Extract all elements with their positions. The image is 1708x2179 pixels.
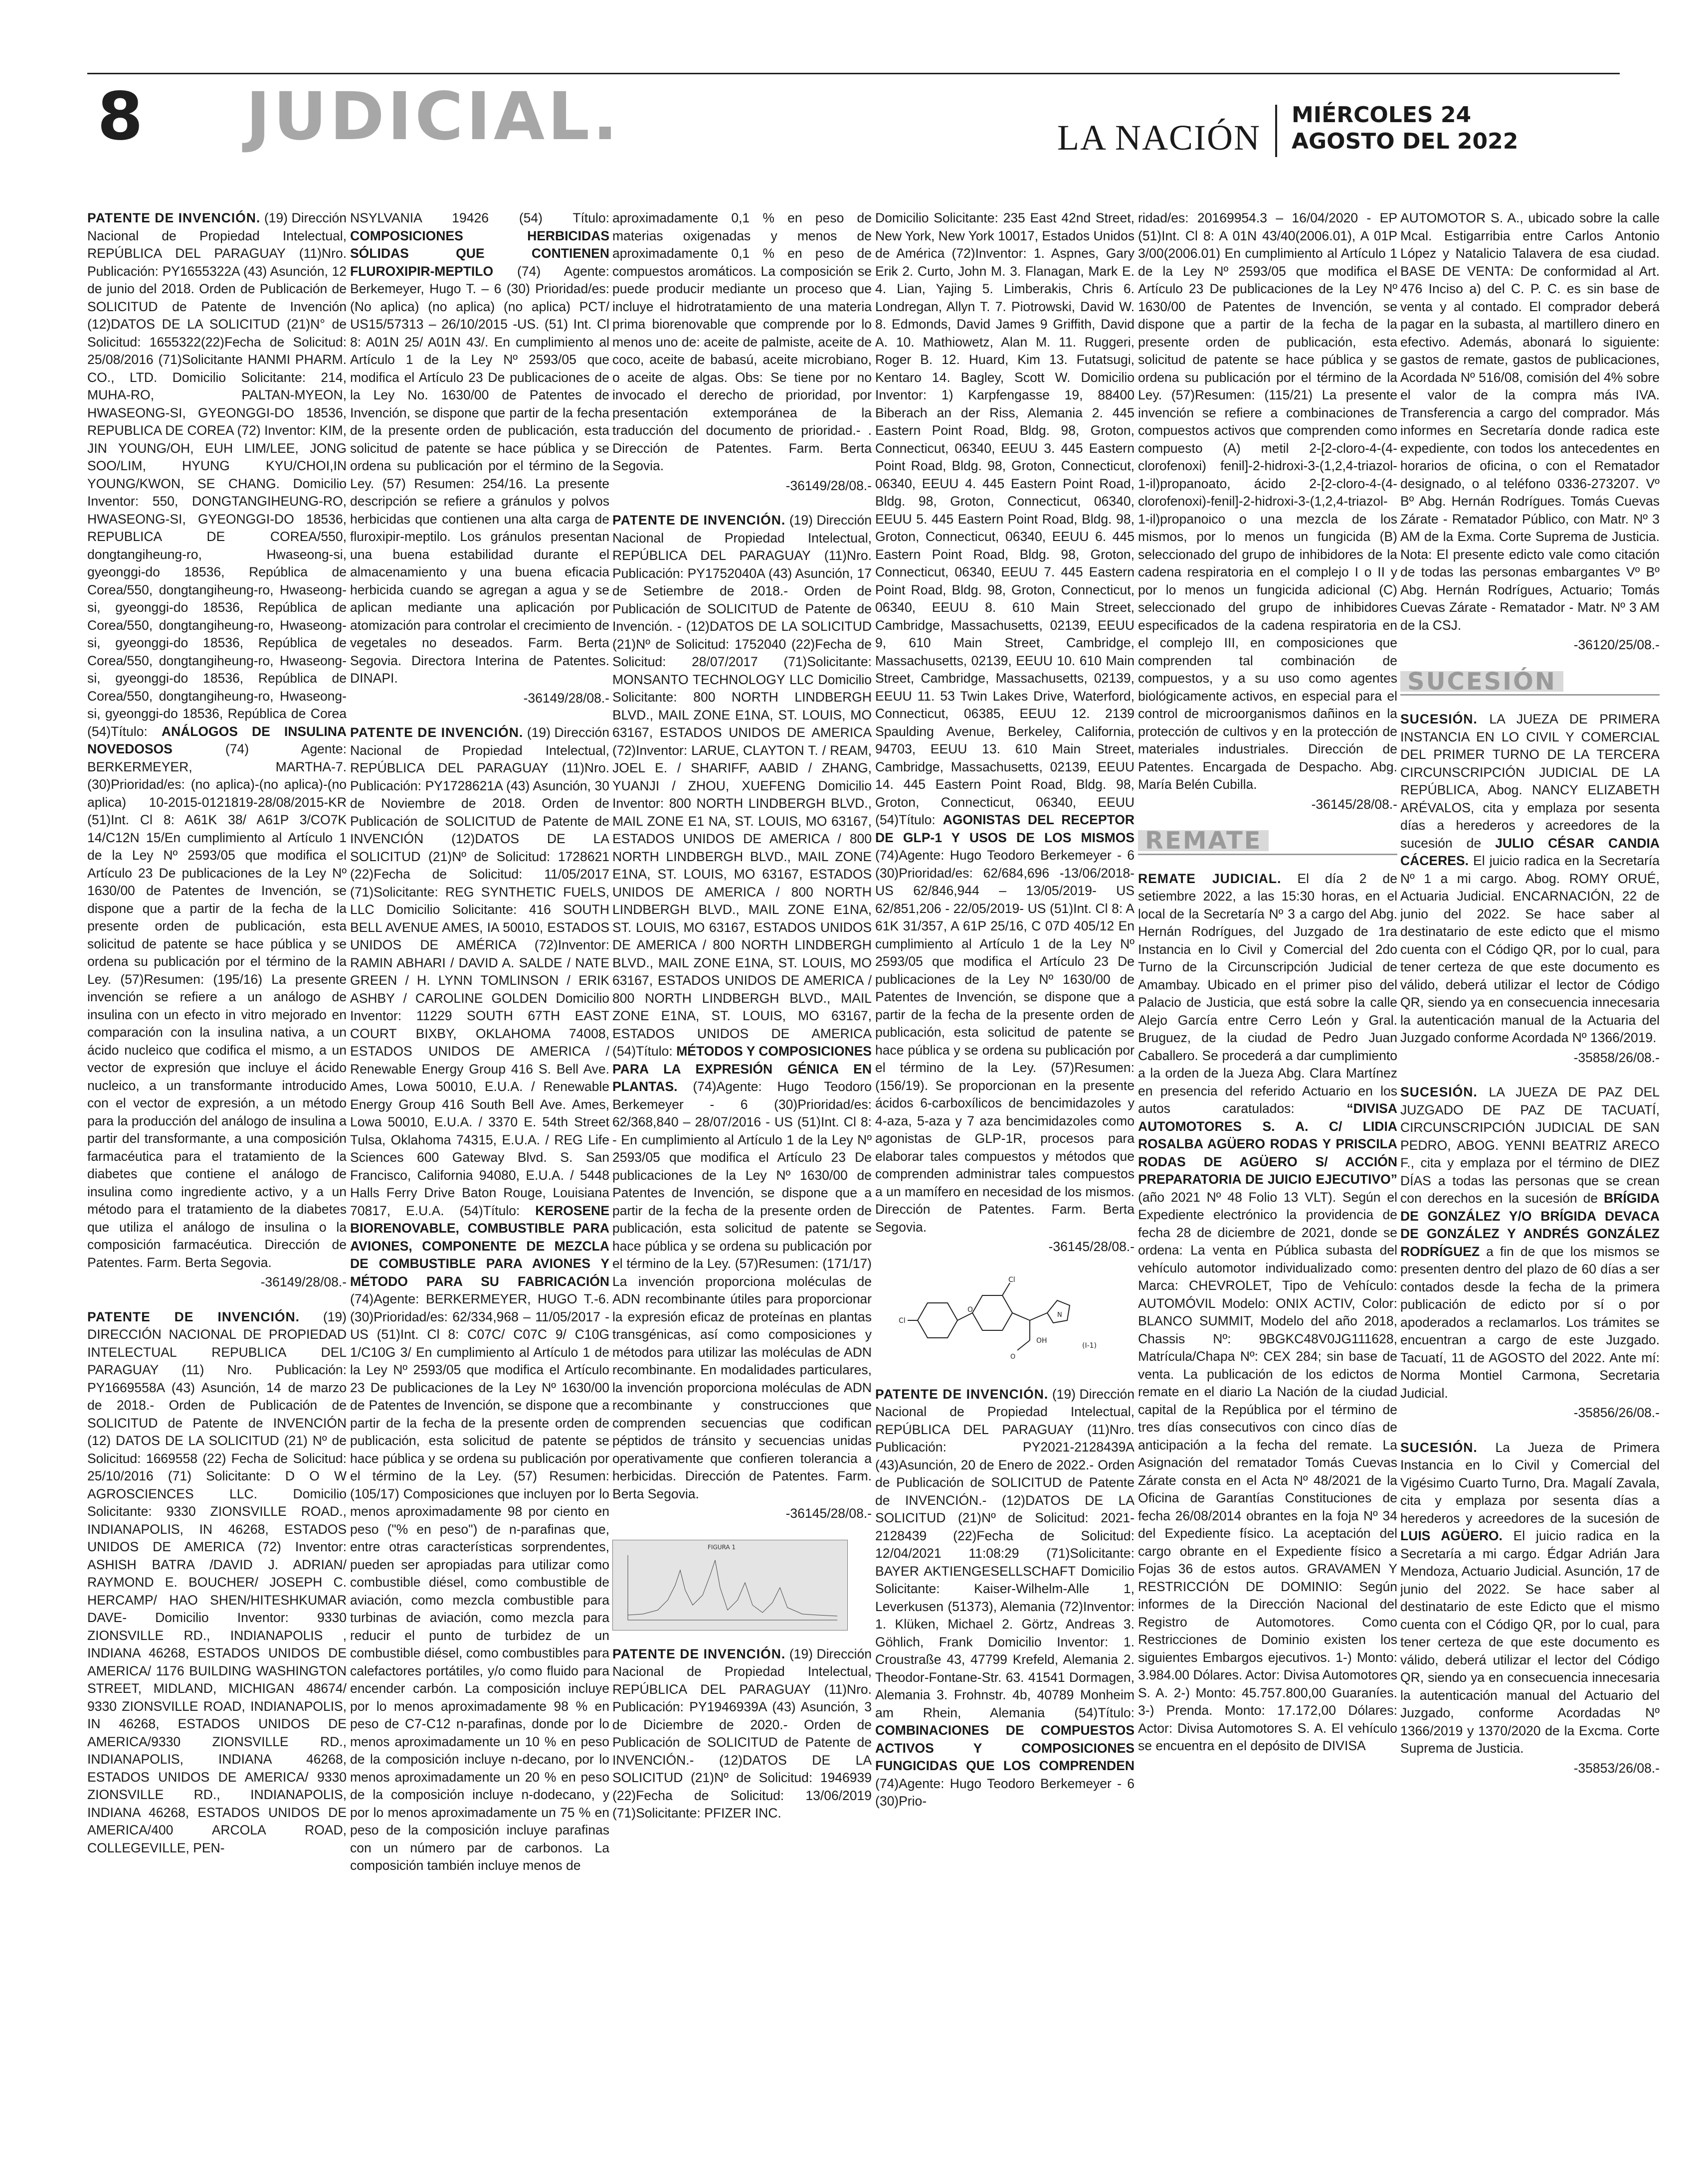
notice-text: LA JUEZA DE PRIMERA INSTANCIA EN LO CIVIL Y COMERCIAL DEL PRIMER TURNO DE LA TERCERA CIRCUNSCRIPCIÓN JUDICIAL DE LA REPÚBLICA, Abog. NANCY ELIZABETH ARÉVALOS, cita y emplaza por sesenta días a herederos y acreedores de la sucesión de — [1400, 712, 1660, 851]
notice-reference: -36145/28/08.- — [1048, 1239, 1135, 1254]
notice-sucesion-gonzalez — [1400, 1084, 1660, 1422]
notice-patent-herbicide — [350, 209, 609, 707]
notice-text: (74) Agente: BERKERMEYER, MARTHA-7. (30)Prioridad/es: (no aplica)-(no aplica)-(no aplica) 10-2015-0121819-28/08/2015-KR (51)Int. Cl 8: A61K 38/ A61P 3/CO7K 14/C12N 15/En cumplimiento al Artículo 1 de la Ley Nº 2593/05 que modifica el Artículo 23 De publicaciones de la Ley Nº 1630/00 de Patentes de Invención, se dispone que a partir de la fecha de la presente orden de publicación, esta solicitud de patente se hace pública y se ordena su publicación por el término de la Ley. (57)Resumen: (195/16) La presente invención se refiere a un análogo de insulina con un efecto in vitro mejorado en comparación con la insulina nativa, a un ácido nucleico que codifica el mismo, a un vector de expresión que incluye el ácido nucleico, a un transformante introducido con el vector de expresión, a un método para la producción del análogo de insulina a partir del transformante, a una composición farmacéutica para el tratamiento de la diabetes que contiene el análogo de insulina como ingrediente activo, y a un método para el tratamiento de la diabetes que utiliza el análogo de insulina o la composición farmacéutica. Dirección de Patentes. Farm. Berta Segovia. — [87, 741, 347, 1270]
notice-text: (19) DIRECCIÓN NACIONAL DE PROPIEDAD INTELECTUAL REPUBLICA DEL PARAGUAY (11) Nro. Publicación: PY1669558A (43) Asunción, 14 de marzo de 2018.- Orden de Publicación de SOLICITUD de Patente de INVENCIÓN (12) DATOS DE LA SOLICITUD (21) Nº de Solicitud: 1669558 (22) Fecha de Solicitud: 25/10/2016 (71) Solicitante: D O W AGROSCIENCES LLC. Domicilio Solicitante: 9330 ZIONSVILLE ROAD., INDIANAPOLIS, IN 46268, ESTADOS UNIDOS DE AMERICA (72) Inventor: ASHISH BATRA /DAVID J. ADRIAN/ RAYMOND E. BOUCHER/ JOSEPH C. HERCAMP/ HAO SHEN/HITESHKUMAR DAVE- Domicilio Inventor: 9330 ZIONSVILLE RD., INDIANAPOLIS , INDIANA 46268, ESTADOS UNIDOS DE AMERICA/ 1176 BUILDING WASHINGTON STREET, MIDLAND, MICHIGAN 48674/ 9330 ZIONSVILLE ROAD, INDIANAPOLIS, IN 46268, ESTADOS UNIDOS DE AMERICA/9330 ZIONSVILLE RD., INDIANAPOLIS, INDIANA 46268, ESTADOS UNIDOS DE AMERICA/ 9330 ZIONSVILLE RD., INDIANAPOLIS, INDIANA 46268, ESTADOS UNIDOS DE AMERICA/400 ARCOLA ROAD, COLLEGEVILLE, PEN- — [87, 1309, 347, 1855]
date-separator — [1275, 105, 1277, 157]
notice-text: LA JUEZA DE PAZ DEL JUZGADO DE PAZ DE TACUATÍ, CIRCUNSCRIPCIÓN JUDICIAL DE SAN PEDRO, ABOG. YENNI BEATRIZ ARECO F., cita y emplaza por el término de DIEZ DÍAS a todas las personas que se crean con derechos en la sucesión de — [1400, 1085, 1660, 1206]
notice-text: (74)Agente: Hugo Teodoro Berkemeyer - 6 (30)Prio- — [875, 1776, 1135, 1809]
page-number: 8 — [97, 78, 143, 155]
notice-title: COMPOSICIONES HERBICIDAS SÓLIDAS QUE CONTIENEN FLUROXIPIR-MEPTILO — [350, 228, 609, 279]
notice-heading: SUCESIÓN. — [1400, 712, 1478, 726]
svg-text:N: N — [1057, 1311, 1062, 1319]
notice-remate-judicial — [1138, 870, 1397, 1755]
notice-text: (19) Dirección Nacional de Propiedad Intelectual, REPÚBLICA DEL PARAGUAY (11)Nro. Publicación: PY1728621A (43) Asunción, 30 de Noviembre de 2018. Orden de Publicación de SOLICITUD de Patente de INVENCIÓN (12)DATOS DE LA SOLICITUD (21)Nº de Solicitud: 1728621 (22)Fecha de Solicitud: 11/05/2017 (71)Solicitante: REG SYNTHETIC FUELS, LLC Domicilio Solicitante: 416 SOUTH BELL AVENUE AMES, IA 50010, ESTADOS UNIDOS DE AMÉRICA (72)Inventor: RAMIN ABHARI / DAVID A. SALDE / NATE GREEN / H. LYNN TOMLINSON / ERIK ASHBY / CAROLINE GOLDEN Domicilio Inventor: 11229 SOUTH 67TH EAST COURT BIXBY, OKLAHOMA 74008, ESTADOS UNIDOS DE AMERICA / Renewable Energy Group 416 S. Bell Ave. Ames, Lowa 50010, E.U.A. / Renewable Energy Group 416 South Bell Ave. Ames, Lowa 50010, E.U.A. / 3370 E. 54th Street Tulsa, Oklahoma 74315, E.U.A. / REG Life Sciences 600 Gateway Blvd. S. San Francisco, California 94080, E.U.A. / 5448 Halls Ferry Drive Baton Rouge, Louisiana 70817, E.U.A. (54)Título: — [350, 725, 609, 1218]
notice-remate-cont — [1400, 209, 1660, 654]
notice-text: (74)Agente: BERKERMEYER, HUGO T.-6. (30)Prioridad/es: 62/334,968 – 11/05/2017 - US (51)Int. Cl 8: C07C/ C07C 9/ C10G 1/C10G 3/ En cumplimiento al Artículo 1 de la Ley Nº 2593/05 que modifica el Artículo 23 De publicaciones de la Ley Nº 1630/00 de Patentes de Invención, se dispone que a partir de la fecha de la presente orden de publicación, esta solicitud de patente se hace pública y se ordena su publicación por el término de la Ley. (57) Resumen: (105/17) Composiciones que incluyen por lo menos aproximadamente 98 por ciento en peso ("% en peso") de n-parafinas que, entre otras características sorprendentes, pueden ser apropiadas para utilizar como combustible diésel, como combustible de aviación, como mezcla combustible para turbinas de aviación, como mezcla para reducir el punto de turbidez de un combustible diésel, como combustibles para calefactores portátiles, y/o como fluido para encender carbón. La composición incluye por lo menos aproximadamente 98 % en peso de C7-C12 n-parafinas, donde por lo menos aproximadamente un 10 % en peso de la composición incluye n-decano, por lo menos aproximadamente un 20 % en peso de la composición incluye n-dodecano, y por lo menos aproximadamente un 75 % en peso de la composición incluye parafinas con un número par de carbonos. La composición también incluye menos de — [350, 1291, 609, 1873]
notice-title: KEROSENE BIORENOVABLE, COMBUSTIBLE PARA AVIONES, COMPONENTE DE MEZCLA DE COMBUSTIBLE PARA AVIONES Y MÉTODO PARA SU FABRICACIÓN — [350, 1203, 609, 1289]
date-month-year: AGOSTO DEL 2022 — [1292, 128, 1518, 154]
notice-patent-kerosene-cont — [612, 209, 872, 495]
column-3 — [612, 209, 872, 2149]
notice-heading: REMATE JUDICIAL. — [1138, 871, 1282, 886]
notice-text: Domicilio Solicitante: 235 East 42nd Street, New York, New York 10017, Estados Unidos de América (72)Inventor: 1. Aspnes, Gary Erik 2. Curto, John M. 3. Flanagan, Mark E. 4. Lian, Yajing 5. Limberakis, Chris 6. Londregan, Allyn T. 7. Piotrowski, David W. 8. Edmonds, David James 9 Griffith, David A. 10. Mathiowetz, Alan M. 11. Ruggeri, Roger B. 12. Huard, Kim 13. Futatsugi, Kentaro 14. Bagley, Scott W. Domicilio Inventor: 1) Karpfengasse 19, 88400 Biberach an der Riss, Alemania 2. 445 Eastern Point Road, Bldg. 98, Groton, Connecticut, 06340, EEUU 3. 445 Eastern Point Road, Bldg. 98, Groton, Connecticut, 06340, EEUU 4. 445 Eastern Point Road, Bldg. 98, Groton, Connecticut, 06340, EEUU 5. 445 Eastern Point Road, Bldg. 98, Groton, Connecticut, 06340, EEUU 6. 445 Eastern Point Road, Bldg. 98, Groton, Connecticut, 06340, EEUU 7. 445 Eastern Point Road, Bldg. 98, Groton, Connecticut, 06340, EEUU 8. 610 Main Street, Cambridge, Massachusetts, 02139, EEUU 9, 610 Main Street, Cambridge, Massachusetts, 02139, EEUU 10. 610 Main Street, Cambridge, Massachusetts, 02139, EEUU 11. 53 Twin Lakes Drive, Waterford, Connecticut, 06385, EEUU 12. 2139 Spaulding Avenue, Berkeley, California, 94703, EEUU 13. 610 Main Street, Cambridge, Massachusetts, 02139, EEUU 14. 445 Eastern Point Road, Bldg. 98, Groton, Connecticut, 06340, EEUU (54)Título: — [875, 210, 1135, 827]
section-header-label: SUCESIÓN — [1400, 671, 1563, 692]
section-header-remate — [1138, 827, 1397, 855]
section-title: JUDICIAL. — [246, 78, 621, 155]
notice-text: (19) Dirección Nacional de Propiedad Intelectual, REPÚBLICA DEL PARAGUAY (11)Nro. Publicación: PY1655322A (43) Asunción, 12 de junio del 2018. Orden de Publicación de SOLICITUD de Patente de Invención (12)DATOS DE LA SOLICITUD (21)N° de Solicitud: 1655322(22)Fecha de Solicitud: 25/08/2016 (71)Solicitante HANMI PHARM. CO., LTD. Domicilio Solicitante: 214, MUHA-RO, PALTAN-MYEON, HWASEONG-SI, GYEONGGI-DO 18536, REPUBLICA DE COREA (72) Inventor: KIM, JIN YOUNG/OH, EUH LIM/LEE, JONG SOO/LIM, HYUNG KYU/CHOI,IN YOUNG/KWON, SE CHANG. Domicilio Inventor: 550, DONGTANGIHEUNG-RO, HWASEONG-SI, GYEONGGI-DO 18536, REPUBLICA DE COREA/550, dongtangiheung-ro, Hwaseong-si, gyeonggi-do 18536, República de Corea/550, dongtangiheung-ro, Hwaseong-si, gyeonggi-do 18536, República de Corea/550, dongtangiheung-ro, Hwaseong-si, gyeonggi-do 18536, República de Corea/550, dongtangiheung-ro, Hwaseong-si, gyeonggi-do 18536, República de Corea/550, dongtangiheung-ro, Hwaseong-si, gyeonggi-do 18536, República de Corea (54)Título: — [87, 210, 347, 739]
notice-text: (74) Agente: Berkemeyer, Hugo T. – 6 (30) Prioridad/es: (No aplica) (no aplica) (no aplica) PCT/ US15/57313 – 26/10/2015 -US. (51) Int. Cl 8: A01N 25/ A01N 43/. En cumplimiento al Artículo 1 de la Ley Nº 2593/05 que modifica el Artículo 23 De publicaciones de la Ley No. 1630/00 de Patentes de Invención, se dispone que partir de la fecha de la presente orden de publicación, esta solicitud de patente se hace pública y se ordena su publicación por el término de la Ley. (57) Resumen: 254/16. La presente descripción se refiere a gránulos y polvos herbicidas que contienen una alta carga de fluroxipir-meptilo. Los gránulos presentan una buena estabilidad durante el almacenamiento y una buena eficacia herbicida cuando se agregan a agua y se aplican mediante una aplicación por atomización para controlar el crecimiento de vegetales no deseados. Farm. Berta Segovia. Directora Interina de Patentes. DINAPI. — [350, 263, 609, 686]
notice-heading: PATENTE DE INVENCIÓN. — [87, 1309, 300, 1324]
column-5 — [1138, 209, 1397, 2149]
notice-heading: SUCESIÓN. — [1400, 1440, 1478, 1455]
header-rule — [87, 73, 1620, 74]
notice-text: (19) Dirección Nacional de Propiedad Intelectual, REPÚBLICA DEL PARAGUAY (11)Nro. Publicación: PY2021-2128439A (43)Asunción, 20 de Enero de 2022.- Orden de Publicación de SOLICITUD de Patente de INVENCIÓN.- (12)DATOS DE LA SOLICITUD (21)Nº de Solicitud: 2021-2128439 (22)Fecha de Solicitud: 12/04/2021 11:08:29 (71)Solicitante: BAYER AKTIENGESELLSCHAFT Domicilio Solicitante: Kaiser-Wilhelm-Alle 1, Leverkusen (51373), Alemania (72)Inventor: 1. Klüken, Michael 2. Görtz, Andreas 3. Göhlich, Frank Domicilio Inventor: 1. Croustraße 43, 47799 Krefeld, Alemania 2. Theodor-Fontane-Str. 63. 41541 Dormagen, Alemania 3. Frohnstr. 4b, 40789 Monheim am Rhein, Alemania (54)Título: — [875, 1386, 1135, 1720]
notice-reference: -36120/25/08.- — [1573, 637, 1660, 652]
notice-patent-dow — [87, 1308, 347, 1857]
notice-reference: -36145/28/08.- — [785, 1506, 872, 1521]
patent-figure-graph — [612, 1540, 848, 1631]
notice-heading: PATENTE DE INVENCIÓN. — [875, 1386, 1049, 1402]
notice-text: (año 2021 Nº 48 Folio 13 VLT). Según el Expediente electrónico la providencia de fecha 28 de diciembre de 2021, donde se ordena: La venta en Pública subasta del vehículo automotor individualizado como: Marca: CHEVROLET, Tipo de Vehículo: AUTOMÓVIL Modelo: ONIX ACTIV, Color: BLANCO SUMMIT, Modelo del año 2018, Chassis Nº: 9BGKC48V0JG111628, Matrícula/Chapa Nº: CEX 284; sin base de venta. La publicación de los edictos de remate en el diario La Nación de la ciudad capital de la República por el término de tres días consecutivos con cinco días de anticipación a la fecha del remate. La Asignación del rematador Tomás Cuevas Zárate consta en el Acta Nº 48/2021 de la Oficina de Garantías Constituciones de fecha 26/08/2014 obrantes en la foja Nº 34 del Expediente físico. La aceptación del cargo obrante en el Expediente físico a Fojas 36 de estos autos. GRAVAMEN Y RESTRICCIÓN DE DOMINIO: Según informes de la Dirección Nacional del Registro de Automotores. Como Restricciones de Dominio existen los siguientes Embargos ejecutivos. 1-) Monto: 3.984.00 Dólares. Actor: Divisa Automotores S. A. 2-) Monto: 45.757.800,00 Guaraníes. 3-) Prenda. Monto: 17.172,00 Dólares: Actor: Divisa Automotores S. A. El vehículo se encuentra en el depósito de DIVISA — [1138, 1189, 1397, 1753]
date-weekday: MIÉRCOLES 24 — [1292, 102, 1472, 128]
notice-patent-pfizer-cont — [875, 209, 1135, 1256]
notice-text: (19) Dirección Nacional de Propiedad Intelectual, REPÚBLICA DEL PARAGUAY (11)Nro. Publicación: PY1946939A (43) Asunción, 3 de Diciembre de 2020.- Orden de Publicación de SOLICITUD de Patente de INVENCIÓN.- (12)DATOS DE LA SOLICITUD (21)Nº de Solicitud: 1946939 (22)Fecha de Solicitud: 13/06/2019 (71)Solicitante: PFIZER INC. — [612, 1646, 872, 1820]
notice-reference: -35853/26/08.- — [1573, 1760, 1660, 1776]
notice-reference: -36149/28/08.- — [260, 1274, 347, 1289]
notice-sucesion-candia — [1400, 711, 1660, 1067]
notice-heading: PATENTE DE INVENCIÓN. — [612, 1646, 786, 1661]
column-6 — [1400, 209, 1660, 2149]
svg-text:Cl: Cl — [1008, 1275, 1015, 1284]
column-1 — [87, 209, 347, 2149]
notice-heading: PATENTE DE INVENCIÓN. — [612, 513, 786, 528]
notice-text: ridad/es: 20169954.3 – 16/04/2020 - EP (51)Int. Cl 8: A 01N 43/40(2006.01), A 01P 3/00(2006.01) En cumplimiento al Artículo 1 de la Ley Nº 2593/05 que modifica el Artículo 23 De publicaciones de la Ley Nº 1630/00 de Patentes de Invención, se dispone que a partir de la fecha de la presente orden de publicación, esta solicitud de patente se hace pública y se ordena su publicación por el término de la Ley. (57)Resumen: (115/21) La presente invención se refiere a combinaciones de compuestos activos que comprenden como compuesto (A) metil 2-[2-cloro-4-(4-clorofenoxi) fenil]-2-hidroxi-3-(1,2,4-triazol-1-il)propanoato, ácido 2-[2-cloro-4-(4-clorofenoxi)-fenil]-2-hidroxi-3-(1,2,4-triazol-1-il)propanoico o una mezcla de los mismos, por lo menos un fungicida (B) seleccionado del grupo de inhibidores de la cadena respiratoria en el complejo I o II y por lo menos un fungicida adicional (C) seleccionado del grupo de inhibidores especificados de la cadena respiratoria en el complejo III, en composiciones que comprenden tal combinación de compuestos, y a su uso como agentes biológicamente activos, en especial para el control de microorganismos dañinos en la protección de cultivos y en la protección de materiales industriales. Dirección de Patentes. Encargada de Despacho. Abg. María Belén Cubilla. — [1138, 210, 1397, 792]
column-2 — [350, 209, 609, 2149]
figure-label: FIGURA 1 — [708, 1543, 736, 1551]
notice-reference: -36149/28/08.- — [785, 478, 872, 493]
svg-text:OH: OH — [1036, 1336, 1047, 1345]
notice-reference: -35856/26/08.- — [1573, 1405, 1660, 1420]
notice-name: JULIO CÉSAR CANDIA CÁCERES. — [1400, 835, 1660, 868]
notice-patent-insulin — [87, 209, 347, 1291]
notice-reference: -36149/28/08.- — [523, 690, 609, 706]
section-header-label: REMATE — [1138, 830, 1269, 851]
notice-patent-bayer-cont — [1138, 209, 1397, 813]
notice-patent-pfizer — [612, 1645, 872, 1822]
notice-name: LUIS AGÜERO. — [1400, 1528, 1503, 1543]
svg-text:Cl: Cl — [899, 1316, 906, 1325]
notice-text: a fin de que los mismos se presenten dentro del plazo de 60 días a ser contados desde la fecha de la primera publicación de edicto por sí o por apoderados a reclamarlos. Los trámites se encuentran a cargo de este Juzgado. Tacuatí, 11 de AGOSTO del 2022. Ante mí: Norma Montiel Carmona, Secretaria Judicial. — [1400, 1244, 1660, 1401]
notice-patent-kerosene — [350, 724, 609, 1875]
notice-reference: -36145/28/08.- — [1311, 796, 1397, 812]
notice-heading: SUCESIÓN. — [1400, 1085, 1478, 1099]
notice-text: (19) Dirección Nacional de Propiedad Intelectual, REPÚBLICA DEL PARAGUAY (11)Nro. Publicación: PY1752040A (43) Asunción, 17 de Setiembre de 2018.- Orden de Publicación de SOLICITUD de Patente de Invención. - (12)DATOS DE LA SOLICITUD (21)Nº de Solicitud: 1752040 (22)Fecha de Solicitud: 28/07/2017 (71)Solicitante: MONSANTO TECHNOLOGY LLC Domicilio Solicitante: 800 NORTH LINDBERGH BLVD., MAIL ZONE E1NA, ST. LOUIS, MO 63167, ESTADOS UNIDOS DE AMERICA (72)Inventor: LARUE, CLAYTON T. / REAM, JOEL E. / SHARIFF, AABID / ZHANG, YUANJI / ZHOU, XUEFENG Domicilio Inventor: 800 NORTH LINDBERGH BLVD., MAIL ZONE E1 NA, ST. LOUIS, MO 63167, ESTADOS UNIDOS DE AMERICA / 800 NORTH LINDBERGH BLVD., MAIL ZONE E1NA, ST. LOUIS, MO 63167, ESTADOS UNIDOS DE AMERICA / 800 NORTH LINDBERGH BLVD., MAIL ZONE E1NA, ST. LOUIS, MO 63167, ESTADOS UNIDOS DE AMERICA / 800 NORTH LINDBERGH BLVD., MAIL ZONE E1NA, ST. LOUIS, MO 63167, ESTADOS UNIDOS DE AMERICA / 800 NORTH LINDBERGH BLVD., MAIL ZONE E1NA, ST. LOUIS, MO 63167, ESTADOS UNIDOS DE AMERICA (54)Título: — [612, 513, 872, 1059]
notice-text: (74)Agente: Hugo Teodoro Berkemeyer - 6 (30)Prioridad/es: 62/368,840 – 28/07/2016 - US (51)Int. Cl 8: - En cumplimiento al Artículo 1 de la Ley Nº 2593/05 que modifica el Artículo 23 De publicaciones de la Ley Nº 1630/00 de Patentes de Invención, se dispone que a partir de la fecha de la presente orden de publicación, esta solicitud de patente se hace pública y se ordena su publicación por el término de la Ley. (57)Resumen: (171/17) La invención proporciona moléculas de ADN recombinante útiles para proporcionar la expresión eficaz de proteínas en plantas transgénicas, así como composiciones y métodos para utilizar las moléculas de ADN recombinante. En modalidades particulares, la invención proporciona moléculas de ADN recombinante y construcciones que comprenden secuencias que codifican péptidos de tránsito y secuencias unidas operativamente que confieren tolerancia a herbicidas. Dirección de Patentes. Farm. Berta Segovia. — [612, 1079, 872, 1501]
notice-text: AUTOMOTOR S. A., ubicado sobre la calle Mcal. Estigarribia entre Carlos Antonio López y Natalicio Talavera de esa ciudad. BASE DE VENTA: De conformidad al Art. 476 Inciso a) del C. P. C. es sin base de venta y al contado. El comprador deberá pagar en la subasta, al martillero dinero en efectivo. Además, abonará lo siguiente: gastos de remate, gastos de publicaciones, Acordada Nº 516/08, comisión del 4% sobre el valor de la compra más IVA. Transferencia a cargo del comprador. Más informes en Secretaría donde radica este expediente, con todos los antecedentes en horarios de oficina, o con el Rematador designado, o al teléfono 0336-273207. Vº Bº Abg. Hernán Rodrígues. Tomás Cuevas Zárate - Rematador Público, con Matr. Nº 3 AM de la Exma. Corte Suprema de Justicia. Nota: El presente edicto vale como citación de todas las personas embargantes Vº Bº Abg. Hernán Rodrígues, Actuario; Tomás Cuevas Zárate - Rematador - Matr. Nº 3 AM de la CSJ. — [1400, 210, 1660, 633]
notice-text: aproximadamente 0,1 % en peso de materias oxigenadas y menos de aproximadamente 0,1 % en peso de compuestos aromáticos. La composición se puede producir mediante un proceso que incluye el hidrotratamiento de una materia prima biorenovable que comprende por lo menos uno de: aceite de palmiste, aceite de coco, aceite de babasú, aceite microbiano, o aceite de algas. Obs: Se tiene por no invocado el derecho de prioridad, por presentación extemporánea de la traducción del documento de prioridad.- . Dirección de Patentes. Farm. Berta Segovia. — [612, 210, 872, 473]
notice-title: ANÁLOGOS DE INSULINA NOVEDOSOS — [87, 724, 347, 756]
notice-heading: PATENTE DE INVENCIÓN. — [350, 725, 524, 740]
notice-text: NSYLVANIA 19426 (54) Título: — [350, 210, 609, 225]
notice-title: AGONISTAS DEL RECEPTOR DE GLP-1 Y USOS DE LOS MISMOS — [875, 812, 1135, 845]
notice-text: El juicio radica en la Secretaría Nº 1 a mi cargo. Abog. ROMY ORUÉ, Actuaria Judicial. ENCARNACIÓN, 22 de junio del 2022. Se hace saber al destinatario de este edicto que el mismo cuenta con el Código QR, por lo cual, para tener certeza de que este documento es válido, deberá utilizar el lector de Código QR, siendo ya en consecuencia innecesaria la autenticación manual de la Actuaria del Juzgado conforme Acordada Nº 1366/2019. — [1400, 853, 1660, 1045]
notice-heading: PATENTE DE INVENCIÓN. — [87, 210, 261, 225]
section-header-sucesion — [1400, 667, 1660, 696]
notice-sucesion-aguero — [1400, 1439, 1660, 1778]
notice-title: MÉTODOS Y COMPOSICIONES PARA LA EXPRESIÓN GÉNICA EN PLANTAS. — [612, 1044, 872, 1094]
svg-text:O: O — [1010, 1353, 1016, 1361]
notice-title: “DIVISA AUTOMOTORES S. A. C/ LIDIA ROSALBA AGÜERO RODAS Y PRISCILA RODAS DE AGÜERO S/ ACCIÓN PREPARATORIA DE JUICIO EJECUTIVO” — [1138, 1101, 1397, 1187]
notice-reference: -35858/26/08.- — [1573, 1050, 1660, 1065]
notice-text: La Jueza de Primera Instancia en lo Civil y Comercial del Vigésimo Cuarto Turno, Dra. Magalí Zavala, cita y emplaza por sesenta días a herederos y acreedores de la sucesión de — [1400, 1440, 1660, 1526]
notice-patent-monsanto — [612, 512, 872, 1523]
svg-text:O: O — [967, 1305, 973, 1314]
notice-text: El día 2 de setiembre 2022, a las 15:30 horas, en el local de la Secretaría Nº 3 a cargo del Abg. Hernán Rodrígues, del Juzgado de 1ra Instancia en lo Civil y Comercial del 2do Turno de la Circunscripción Judicial de Amambay. Ubicado en el primer piso del Palacio de Justicia, que está sobre la calle Alejo García entre Cerro León y Gral. Bruguez, de la ciudad de Pedro Juan Caballero. Se procederá a dar cumplimiento a la orden de la Jueza Abg. Clara Martínez en presencia del referido Actuario en los autos caratulados: — [1138, 871, 1397, 1116]
notice-text: El juicio radica en la Secretaría a mi cargo. Édgar Adrián Jara Mendoza, Actuario Judicial. Asunción, 17 de junio del 2022. Se hace saber al destinatario de este Edicto que el mismo cuenta con el Código QR, por lo cual, para tener certeza de que este documento es válido, deberá utilizar el lector del Código QR, siendo ya en consecuencia innecesaria la autenticación manual del Actuario del Juzgado, conforme Acordadas Nº 1366/2019 y 1370/2020 de la Excma. Corte Suprema de Justicia. — [1400, 1528, 1660, 1756]
notice-patent-bayer — [875, 1386, 1135, 1811]
notice-name: BRÍGIDA DE GONZÁLEZ Y/O BRÍGIDA DEVACA DE GONZÁLEZ Y ANDRÉS GONZÁLEZ RODRÍGUEZ — [1400, 1191, 1660, 1259]
chem-label: (I-1) — [1082, 1341, 1097, 1350]
notice-title: COMBINACIONES DE COMPUESTOS ACTIVOS Y COMPOSICIONES FUNGICIDAS QUE LOS COMPRENDEN — [875, 1723, 1135, 1773]
newspaper-logo: LA NACIÓN — [1057, 118, 1261, 158]
chemical-structure-figure — [898, 1273, 1112, 1368]
column-4 — [875, 209, 1135, 2149]
issue-date — [1292, 102, 1518, 155]
notice-text: (74)Agente: Hugo Teodoro Berkemeyer - 6 (30)Prioridad/es: 62/684,696 -13/06/2018-US 62/846,944 – 13/05/2019- US 62/851,206 - 22/05/2019- US (51)Int. Cl 8: A 61K 31/357, A 61P 25/16, C 07D 405/12 En cumplimiento al Artículo 1 de la Ley Nº 2593/05 que modifica el Artículo 23 De publicaciones de la Ley Nº 1630/00 de Patentes de Invención, se dispone que a partir de la fecha de la presente orden de publicación, esta solicitud de patente se hace pública y se ordena su publicación por el término de la Ley. (57)Resumen: (156/19). Se proporcionan en la presente ácidos 6-carboxílicos de bencimidazoles y 4-aza, 5-aza y 7 aza bencimidazoles como agonistas de GLP-1R, procesos para elaborar tales compuestos y métodos que comprenden administrar tales compuestos a un mamífero en necesidad de los mismos. Dirección de Patentes. Farm. Berta Segovia. — [875, 848, 1135, 1235]
